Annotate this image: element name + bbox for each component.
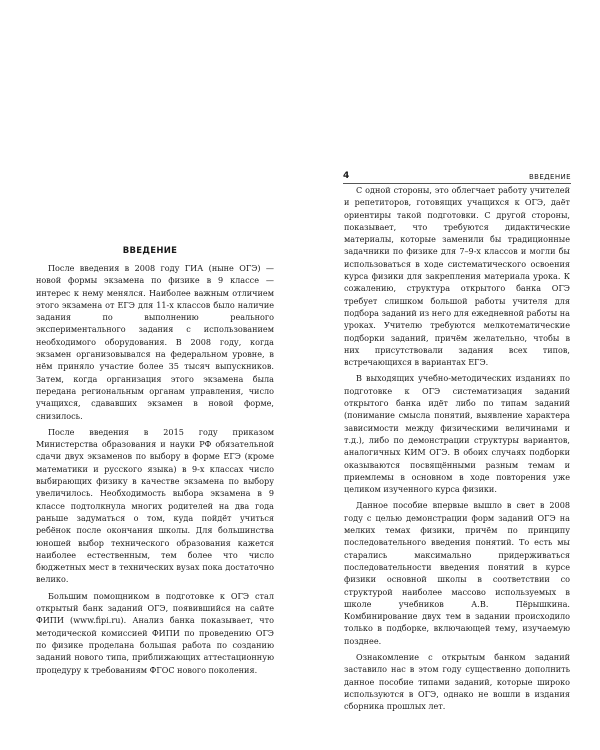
paragraph: С одной стороны, это облегчает работу учителей и репетиторов, готовящих учащихся к ОГЭ, даёт ориентиры такой подготовки. С другой стороны, показывает, что требуются дидактические материалы, которые заменили бы традиционные задачники по физике для 7–9-х классов и могли бы использоваться в ходе систематического освоения курса физики для закрепления материала урока. К сожалению, структура открытого банка ОГЭ требует слишком большой работы учителя для подбора заданий из него для ежедневной работы на уроках. Учителю требуются мелкотематические подборки заданий, причём желательно, чтобы в них присутствовали задания всех типов, встречающихся в вариантах ЕГЭ. (344, 185, 570, 368)
paragraph: После введения в 2015 году приказом Министерства образования и науки РФ обязательной сдачи двух экзаменов по выбору в форме ЕГЭ (кроме математики и русского языка) в 9-х классах число выбирающих физику в качестве экзамена по выбору увеличилось. Необходимость выбора экзамена в 9 классе подтолкнула многих родителей на два года раньше задуматься о том, куда пойдёт учиться ребёнок после окончания школы. Для большинства юношей выбор технического образования кажется наиболее естественным, тем более что число бюджетных мест в технических вузах пока достаточно велико. (36, 426, 274, 585)
paragraph: После введения в 2008 году ГИА (ныне ОГЭ) — новой формы экзамена по физике в 9 классе — интерес к нему менялся. Наиболее важным отличием этого экзамена от ЕГЭ для 11-х классов было наличие задания по выполнению реального экспериментального задания с использованием необходимого оборудования. В 2008 году, когда экзамен организовывался на федеральном уровне, в нём приняло участие более 35 тысяч выпускников. Затем, когда организация этого экзамена была передана региональным органам управления, число учащихся, сдававших экзамен в новой форме, снизилось. (36, 263, 274, 421)
page-header (343, 173, 571, 184)
paragraph: Данное пособие впервые вышло в свет в 2008 году с целью демонстрации форм заданий ОГЭ на мелких темах физики, причём по принципу последовательного введения понятий. То есть мы старались максимально придерживаться последовательности введения понятий в курсе физики основной школы в соответствии со структурой наиболее массово используемых в школе учебников А.В. Пёрышкина. Комбинирование двух тем в задании происходило только в подборке, включающей тему, изучаемую позднее. (344, 500, 570, 646)
paragraph: В выходящих учебно-методических изданиях по подготовке к ОГЭ систематизация заданий открытого банка идёт либо по типам заданий (понимание смысла понятий, выявление характера зависимости между физическими величинами и т.д.), либо по демонстрации структуры вариантов, аналогичных КИМ ОГЭ. В обоих случаях подборки оказываются посвящёнными разным темам и приемлемы в основном в ходе повторения уже целиком изученного курса физики. (344, 373, 570, 495)
paragraph: Ознакомление с открытым банком заданий заставило нас в этом году существенно дополнить данное пособие типами заданий, которые широко используются в ОГЭ, однако не вошли в издания сборника прошлых лет. (344, 651, 570, 712)
page-number: 4 (343, 171, 350, 181)
running-head: ВВЕДЕНИЕ (528, 173, 571, 181)
right-page (300, 0, 600, 750)
page-title: ВВЕДЕНИЕ (122, 246, 178, 256)
paragraph: Большим помощником в подготовке к ОГЭ стал открытый банк заданий ОГЭ, появившийся на сайте ФИПИ (www.fipi.ru). Анализ банка показывает, что методической комиссией ФИПИ по проведению ОГЭ по физике проделана большая работа по созданию заданий нового типа, приближающих аттестационную процедуру к требованиям ФГОС нового поколения. (36, 590, 274, 675)
left-page-body (36, 262, 274, 680)
right-page-body (344, 184, 570, 716)
